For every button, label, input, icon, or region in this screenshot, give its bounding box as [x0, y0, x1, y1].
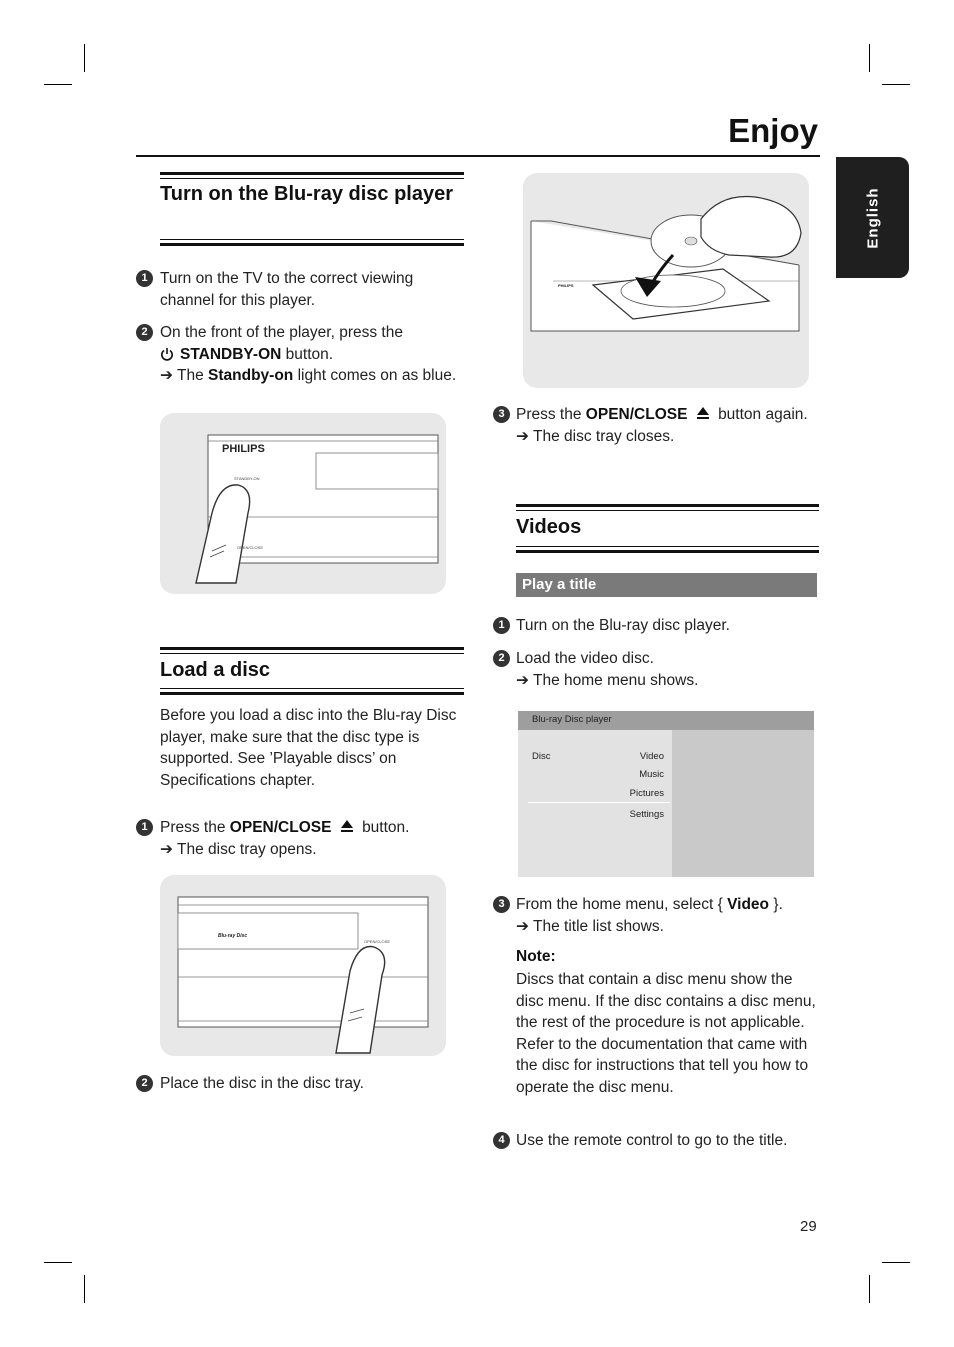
section-heading-turn-on: Turn on the Blu-ray disc player	[160, 183, 454, 205]
open-close-label: OPEN/CLOSE	[364, 939, 391, 944]
page-number: 29	[800, 1218, 817, 1235]
menu-item-video: Video	[639, 751, 664, 762]
note-text: Discs that contain a disc menu show the disc menu. If the disc contains a disc menu, the rest of the procedure is not applicable. Refer to the documentation that came with the disc for instructions that tell you how to operate the disc menu.	[516, 971, 816, 1096]
step-text-post: }.	[773, 896, 783, 913]
eject-icon	[340, 818, 354, 832]
crop-mark	[84, 44, 85, 72]
language-tab-label: English	[864, 186, 881, 249]
crop-mark	[44, 1262, 72, 1263]
section-rule	[160, 647, 464, 650]
step-number: 1	[136, 270, 153, 287]
section-heading-videos: Videos	[516, 516, 582, 538]
step-number: 2	[136, 1075, 153, 1092]
section-rule	[160, 688, 464, 689]
standby-label: STANDBY-ON	[234, 476, 260, 481]
menu-right-panel	[672, 730, 814, 877]
step-text-pre: From the home menu, select {	[516, 896, 723, 913]
menu-item-pictures: Pictures	[629, 788, 664, 799]
section-rule	[516, 504, 819, 507]
result-post: light comes on as blue.	[297, 367, 457, 384]
result-arrow-icon: ➔	[516, 427, 529, 445]
section-rule	[516, 546, 819, 547]
step-text-post: button again.	[718, 406, 808, 423]
result-text: The disc tray opens.	[177, 840, 317, 858]
subheading-play-title: Play a title	[522, 576, 597, 593]
step-text	[516, 404, 816, 447]
title-rule	[136, 155, 820, 157]
power-icon	[160, 346, 174, 360]
step-text: Place the disc in the disc tray.	[160, 1075, 364, 1092]
section-rule	[516, 510, 819, 511]
crop-mark	[869, 44, 870, 72]
step-number: 1	[493, 617, 510, 634]
step-text-pre: Press the	[516, 406, 582, 423]
section-rule	[160, 172, 464, 175]
section-rule	[160, 243, 464, 246]
section-rule	[160, 178, 464, 179]
result-arrow-icon: ➔	[516, 671, 529, 689]
step-text	[516, 648, 816, 691]
menu-title: Blu-ray Disc player	[532, 714, 612, 725]
open-close-label: OPEN/CLOSE	[585, 406, 688, 423]
step-number: 4	[493, 1132, 510, 1149]
menu-item-music: Music	[639, 769, 664, 780]
menu-item-settings: Settings	[629, 809, 664, 820]
step-text	[516, 894, 818, 937]
menu-header	[518, 711, 814, 730]
philips-logo: PHILIPS	[558, 283, 574, 288]
menu-divider	[528, 802, 670, 803]
step-number: 2	[136, 324, 153, 341]
step-text-post: button.	[285, 345, 334, 363]
crop-mark	[84, 1275, 85, 1303]
section-rule	[160, 653, 464, 654]
illustration-standby	[160, 413, 446, 594]
crop-mark	[869, 1275, 870, 1303]
result-text: The disc tray closes.	[533, 427, 675, 445]
step-text	[160, 322, 460, 387]
illustration-load-disc	[523, 173, 809, 388]
open-close-label: OPEN/CLOSE	[229, 819, 332, 836]
section-heading-load-disc: Load a disc	[160, 659, 271, 681]
note-title: Note:	[516, 948, 556, 965]
step-text	[160, 817, 460, 860]
page-title: Enjoy	[728, 112, 818, 149]
step-number: 1	[136, 819, 153, 836]
crop-mark	[882, 1262, 910, 1263]
subheading-bar	[516, 573, 817, 597]
step-text: Use the remote control to go to the title.	[516, 1132, 788, 1149]
result-arrow-icon: ➔	[160, 840, 173, 858]
menu-left-panel	[518, 730, 672, 877]
open-close-label: OPEN/CLOSE	[237, 545, 264, 550]
step-number: 2	[493, 650, 510, 667]
result-text: The title list shows.	[533, 917, 664, 935]
menu-item-disc: Disc	[532, 751, 551, 762]
step-number: 3	[493, 896, 510, 913]
crop-mark	[882, 84, 910, 85]
video-option: Video	[727, 896, 769, 913]
eject-icon	[696, 405, 710, 419]
result-text: The home menu shows.	[533, 671, 699, 689]
crop-mark	[44, 84, 72, 85]
illustration-open-close	[160, 875, 446, 1056]
section-rule	[160, 239, 464, 240]
step-number: 3	[493, 406, 510, 423]
step-text-main: Load the video disc.	[516, 650, 654, 667]
section-rule	[516, 550, 819, 553]
result-pre: The	[177, 367, 204, 384]
step-text-pre: Press the	[160, 819, 226, 836]
language-tab	[836, 157, 909, 278]
result-bold: Standby-on	[208, 367, 294, 384]
standby-on-label: STANDBY-ON	[180, 345, 282, 363]
step-text-post: button.	[362, 819, 410, 836]
step-text-pre: On the front of the player, press the	[160, 324, 403, 341]
section-rule	[160, 692, 464, 695]
result-arrow-icon: ➔	[516, 917, 529, 935]
step-text: Turn on the Blu-ray disc player.	[516, 617, 730, 634]
bluray-logo: Blu-ray Disc	[218, 933, 248, 939]
home-menu-screenshot	[518, 711, 814, 877]
result-arrow-icon: ➔	[160, 367, 173, 384]
step-text: Turn on the TV to the correct viewing channel for this player.	[160, 270, 414, 309]
philips-logo: PHILIPS	[222, 443, 265, 455]
intro-text: Before you load a disc into the Blu-ray Disc player, make sure that the disc type is supported. See ’Playable discs’ on Specifications chapter.	[160, 707, 457, 789]
